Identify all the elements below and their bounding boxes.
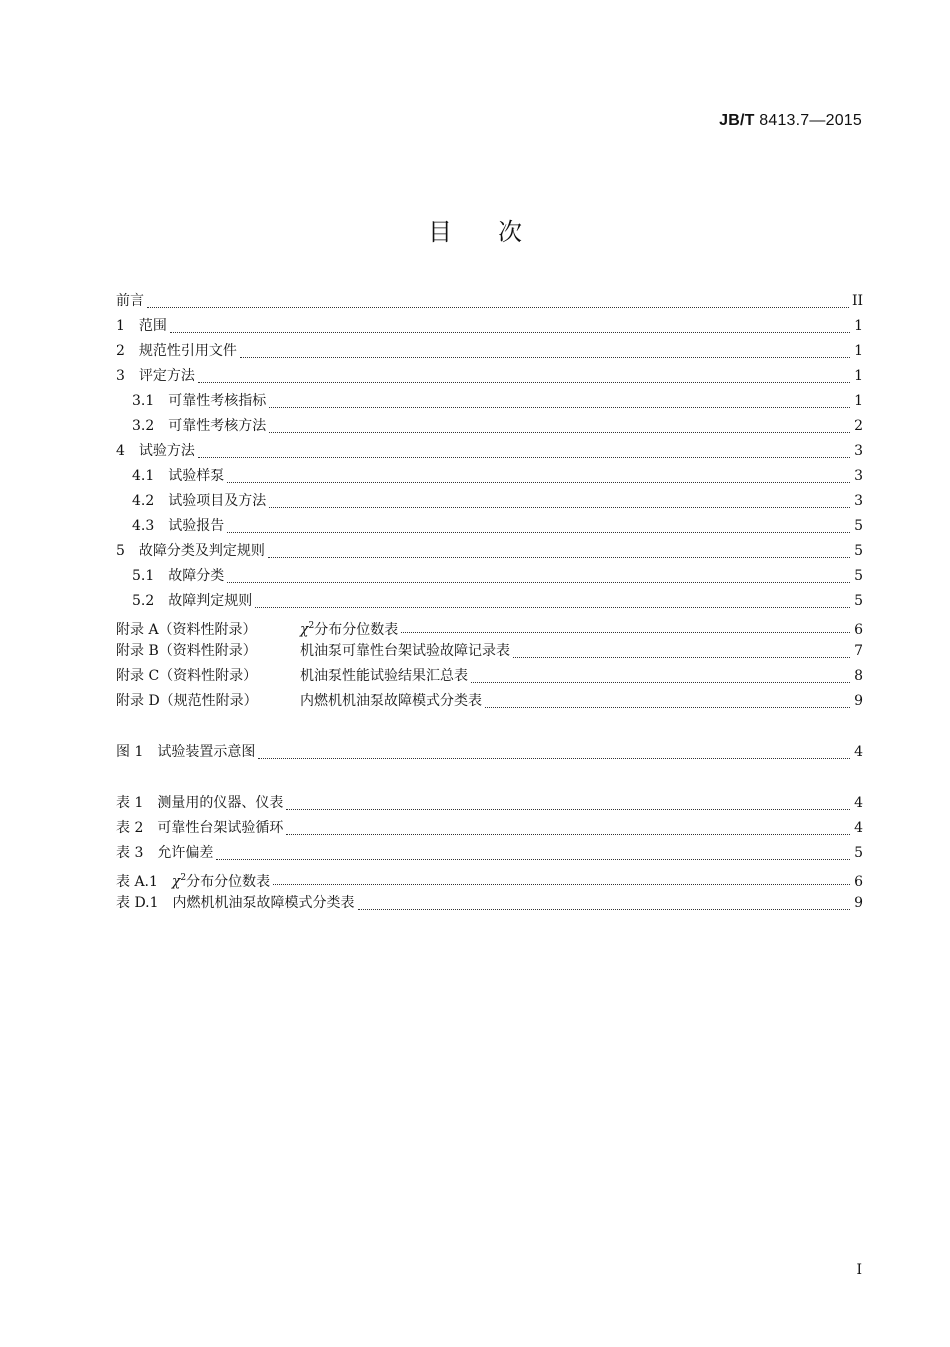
toc-entry-number: 5.2 (132, 593, 155, 609)
toc-entry-page: 8 (854, 668, 863, 684)
table-label: 表 D.1 (116, 895, 159, 911)
toc-entry-page: 5 (854, 518, 863, 534)
toc-entry-label: 故障分类 (168, 568, 225, 584)
dot-leader (227, 481, 850, 483)
appendix-label: 附录 B（资料性附录） (116, 643, 257, 659)
toc-entry-5[interactable] (116, 539, 863, 564)
dot-leader (170, 331, 850, 333)
toc-entry-label: 故障判定规则 (168, 593, 253, 609)
dot-leader (513, 656, 850, 658)
toc-appendix-d[interactable] (116, 689, 863, 714)
toc-entry-4-1[interactable] (116, 464, 863, 489)
toc-entry-page: 1 (854, 393, 863, 409)
toc-table-d1[interactable] (116, 891, 863, 916)
toc-entry-foreword[interactable] (116, 289, 863, 314)
dot-leader (269, 431, 850, 433)
table-title: 允许偏差 (157, 845, 214, 861)
dot-leader (258, 757, 850, 759)
toc-entry-4-3[interactable] (116, 514, 863, 539)
toc-entry-page: 4 (854, 820, 863, 836)
toc-appendix-c[interactable] (116, 664, 863, 689)
toc-entry-page: 5 (854, 568, 863, 584)
appendix-label: 附录 D（规范性附录） (116, 693, 258, 709)
toc-entry-page: 5 (854, 543, 863, 559)
dot-leader (286, 833, 850, 835)
toc-entry-label: 试验样泵 (168, 468, 225, 484)
dot-leader (471, 681, 850, 683)
toc-entry-3[interactable] (116, 364, 863, 389)
table-title: 测量用的仪器、仪表 (157, 795, 284, 811)
table-label: 表 3 (116, 845, 144, 861)
toc-entry-number: 1 (116, 318, 125, 334)
toc-entry-page: 1 (854, 318, 863, 334)
toc-entry-label: 试验报告 (168, 518, 225, 534)
toc-entry-page: 3 (854, 493, 863, 509)
toc-entry-label: 故障分类及判定规则 (138, 543, 265, 559)
toc-entry-label: 可靠性考核指标 (168, 393, 267, 409)
toc-entry-number: 5.1 (132, 568, 155, 584)
toc-entry-5-2[interactable] (116, 589, 863, 614)
toc-entry-number: 4.3 (132, 518, 155, 534)
dot-leader (485, 706, 850, 708)
dot-leader (198, 381, 850, 383)
figure-title: 试验装置示意图 (157, 744, 256, 760)
toc-tables-section (116, 791, 863, 916)
table-title: 分布分位数表 (186, 873, 271, 890)
chi-square-symbol: $\chi^2$ (300, 621, 315, 638)
appendix-label: 附录 C（资料性附录） (116, 668, 258, 684)
toc-entry-number: 3.1 (132, 393, 155, 409)
toc-entry-number: 3 (116, 368, 125, 384)
toc-entry-page: 7 (854, 643, 863, 659)
dot-leader (240, 356, 850, 358)
toc-table-2[interactable] (116, 816, 863, 841)
toc-entry-page: 1 (854, 368, 863, 384)
toc-figure-1[interactable] (116, 740, 863, 765)
dot-leader (269, 506, 850, 508)
table-label: 表 2 (116, 820, 144, 836)
appendix-title: 机油泵性能试验结果汇总表 (300, 668, 468, 684)
dot-leader (216, 858, 850, 860)
dot-leader (273, 883, 850, 885)
dot-leader (268, 556, 850, 558)
dot-leader (255, 606, 850, 608)
chi-square-symbol: $\chi^2$ (171, 873, 187, 890)
toc-entry-page: 4 (854, 795, 863, 811)
toc-entry-page: 3 (854, 443, 863, 459)
toc-entry-number: 4.2 (132, 493, 155, 509)
toc-entry-page: 9 (854, 693, 863, 709)
toc-entry-page: 9 (854, 895, 863, 911)
toc-entry-label: 试验项目及方法 (168, 493, 267, 509)
toc-entry-page: 5 (854, 593, 863, 609)
toc-table-a1[interactable] (116, 866, 863, 891)
toc-appendix-b[interactable] (116, 639, 863, 664)
toc-entry-number: 2 (116, 343, 125, 359)
toc-entry-5-1[interactable] (116, 564, 863, 589)
toc-entry-label: 可靠性考核方法 (168, 418, 267, 434)
standard-code (719, 112, 862, 130)
toc-entry-page: 6 (854, 873, 863, 890)
appendix-title: 机油泵可靠性台架试验故障记录表 (300, 643, 510, 659)
toc-entry-page: 2 (854, 418, 863, 434)
dot-leader (269, 406, 850, 408)
page-folio: I (856, 1262, 862, 1278)
toc-entry-page: 4 (854, 744, 863, 760)
toc-entry-number: 4.1 (132, 468, 155, 484)
toc-entry-page: 3 (854, 468, 863, 484)
toc-entry-4[interactable] (116, 439, 863, 464)
toc-entry-2[interactable] (116, 339, 863, 364)
toc-entry-number: 4 (116, 443, 125, 459)
toc-entry-3-2[interactable] (116, 414, 863, 439)
table-of-contents (116, 289, 863, 942)
table-label: 表 1 (116, 795, 144, 811)
standard-code-number: 8413.7—2015 (754, 112, 862, 129)
toc-figures-section (116, 740, 863, 765)
toc-entry-page: 5 (854, 845, 863, 861)
toc-table-1[interactable] (116, 791, 863, 816)
standard-code-prefix: JB/T (719, 112, 755, 129)
dot-leader (401, 631, 850, 633)
figure-label: 图 1 (116, 744, 144, 760)
dot-leader (147, 306, 849, 308)
appendix-label: 附录 A（资料性附录） (116, 621, 257, 638)
dot-leader (358, 908, 850, 910)
dot-leader (198, 456, 850, 458)
toc-entry-label: 评定方法 (138, 368, 195, 384)
toc-entry-number: 3.2 (132, 418, 155, 434)
toc-appendix-a[interactable] (116, 614, 863, 639)
toc-entry-label: 试验方法 (138, 443, 195, 459)
toc-entry-page: 1 (854, 343, 863, 359)
page-title: 目次 (428, 218, 568, 246)
toc-main-section (116, 289, 863, 714)
toc-entry-number: 5 (116, 543, 125, 559)
dot-leader (227, 581, 850, 583)
toc-entry-label: 规范性引用文件 (138, 343, 237, 359)
table-label: 表 A.1 (116, 873, 158, 890)
dot-leader (286, 808, 850, 810)
toc-entry-label: 范围 (138, 318, 167, 334)
toc-entry-3-1[interactable] (116, 389, 863, 414)
toc-entry-label: 前言 (116, 293, 144, 309)
toc-entry-page: 6 (854, 621, 863, 638)
toc-entry-page: II (851, 293, 863, 309)
table-title: 可靠性台架试验循环 (157, 820, 284, 836)
appendix-title: 内燃机机油泵故障模式分类表 (300, 693, 482, 709)
toc-entry-4-2[interactable] (116, 489, 863, 514)
toc-table-3[interactable] (116, 841, 863, 866)
dot-leader (227, 531, 850, 533)
appendix-title: 分布分位数表 (314, 621, 399, 638)
toc-entry-1[interactable] (116, 314, 863, 339)
table-title: 内燃机机油泵故障模式分类表 (172, 895, 355, 911)
